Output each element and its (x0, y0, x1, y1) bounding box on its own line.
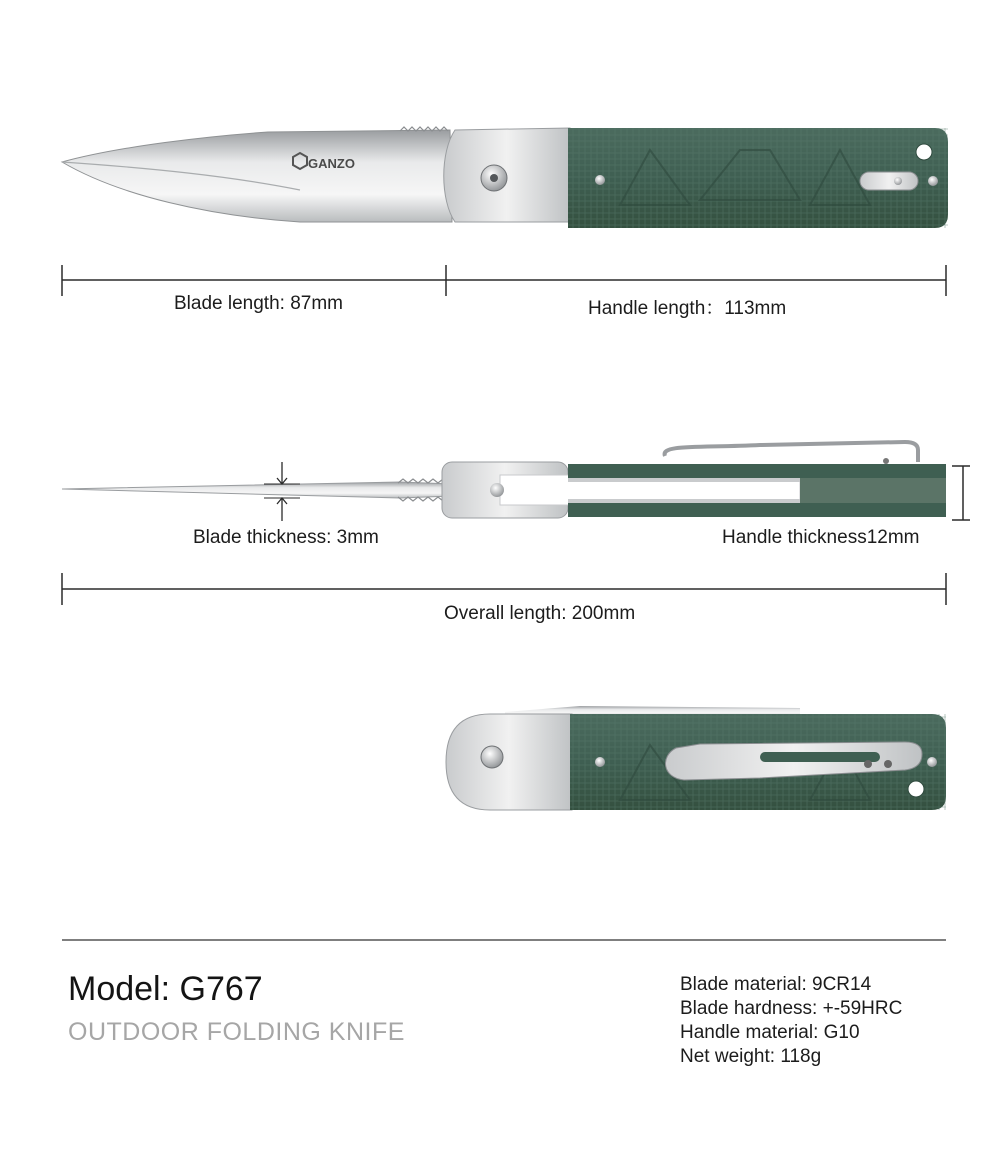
lanyard-hole-closed-icon (908, 781, 924, 797)
spec-blade-hardness: Blade hardness: +-59HRC (680, 998, 903, 1019)
spec-net-weight: Net weight: 118g (680, 1046, 822, 1067)
brand-logo-text: GANZO (308, 156, 355, 171)
handle-scale-top (568, 464, 946, 478)
blade-thickness-label: Blade thickness: 3mm (193, 527, 379, 548)
lanyard-hole-icon (916, 144, 932, 160)
overall-dimension-rule (62, 573, 946, 605)
model-subtitle: OUTDOOR FOLDING KNIFE (68, 1018, 405, 1046)
clip-stub (860, 172, 918, 190)
knife-open-view (62, 127, 948, 228)
spec-handle-material: Handle material: G10 (680, 1022, 860, 1043)
handle-scale-bottom (568, 503, 946, 517)
handle-length-label: Handle length：113mm (588, 298, 787, 319)
length-dimension-rule (62, 265, 946, 296)
blade-open (62, 130, 452, 222)
spec-blade-material: Blade material: 9CR14 (680, 974, 872, 995)
blade-length-label: Blade length: 87mm (174, 293, 343, 314)
handle-thickness-label: Handle thickness12mm (722, 527, 920, 548)
model-title: Model: G767 (68, 970, 263, 1008)
bolster-closed (446, 714, 572, 810)
blade-spine (62, 482, 452, 498)
handle-thickness-marker (952, 466, 970, 520)
knife-closed-view (446, 706, 946, 810)
pivot-screw-closed-icon (481, 746, 503, 768)
pocket-clip-spine (665, 442, 918, 462)
overall-length-label: Overall length: 200mm (444, 603, 636, 624)
blade-jimping (400, 127, 448, 131)
knife-spine-view (62, 442, 946, 518)
